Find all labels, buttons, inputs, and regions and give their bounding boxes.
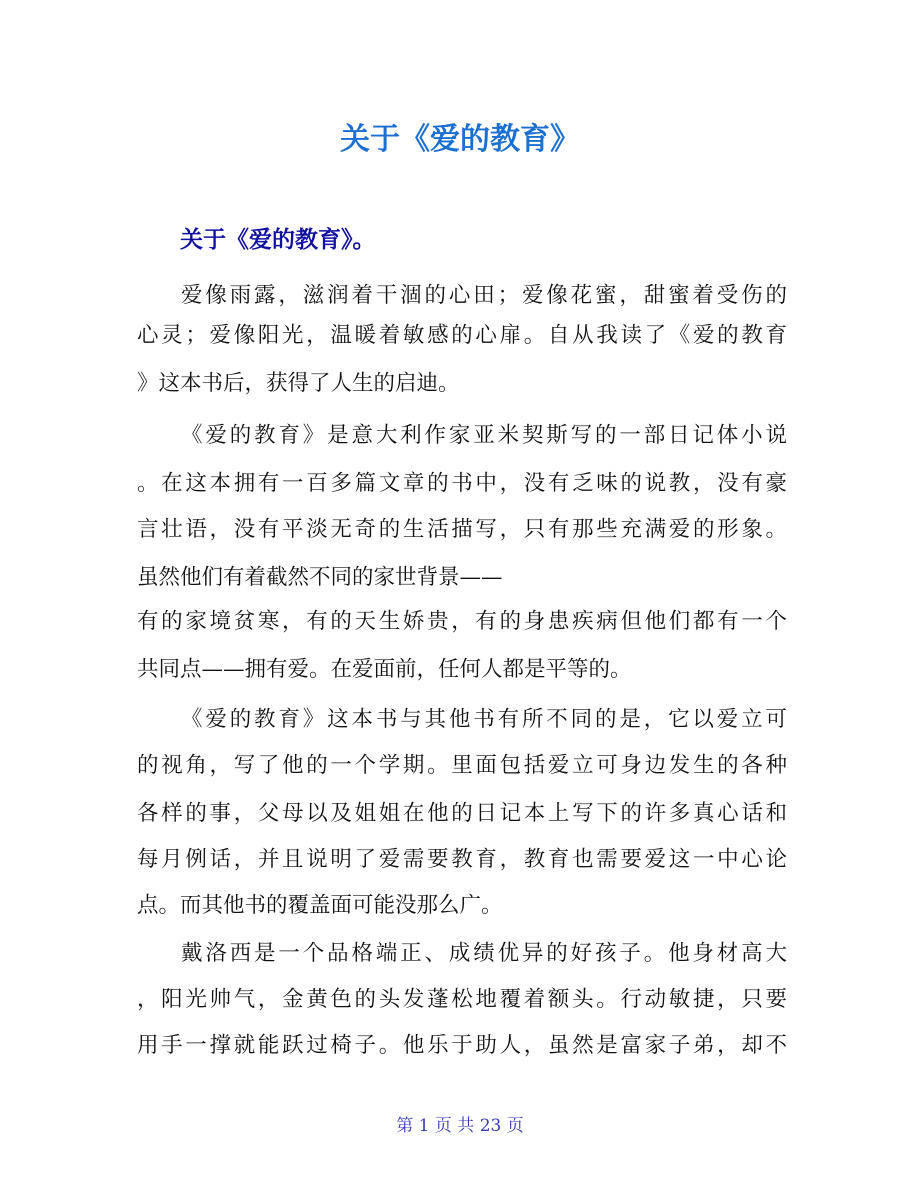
body-line: 各样的事，父母以及姐姐在他的日记本上写下的许多真心话和 [137,801,787,826]
document-subtitle: 关于《爱的教育》。 [180,227,376,253]
body-line: 有的家境贫寒，有的天生娇贵，有的身患疾病但他们都有一个 [137,609,787,634]
body-line: 爱像雨露，滋润着干涸的心田；爱像花蜜，甜蜜着受伤的 [181,283,787,308]
body-line: 共同点——拥有爱。在爱面前，任何人都是平等的。 [137,657,632,682]
body-line: 点。而其他书的覆盖面可能没那么广。 [137,893,503,918]
body-line: 言壮语，没有平淡无奇的生活描写，只有那些充满爱的形象。 [137,517,787,542]
body-line: 用手一撑就能跃过椅子。他乐于助人，虽然是富家子弟，却不 [137,1033,787,1058]
body-line: 虽然他们有着截然不同的家世背景—— [137,565,503,590]
body-line: 《爱的教育》这本书与其他书有所不同的是，它以爱立可 [181,707,787,732]
body-line: 》这本书后，获得了人生的启迪。 [137,371,460,396]
body-line: 。在这本拥有一百多篇文章的书中，没有乏味的说教，没有豪 [137,471,787,496]
body-line: 的视角，写了他的一个学期。里面包括爱立可身边发生的各种 [137,753,787,778]
body-line: 戴洛西是一个品格端正、成绩优异的好孩子。他身材高大 [181,941,787,966]
body-line: 心灵；爱像阳光，温暖着敏感的心扉。自从我读了《爱的教育 [137,323,787,348]
document-title: 关于《爱的教育》 [340,122,580,157]
body-line: 每月例话，并且说明了爱需要教育，教育也需要爱这一中心论 [137,847,787,872]
body-line: 《爱的教育》是意大利作家亚米契斯写的一部日记体小说 [181,423,787,448]
page-number-footer: 第 1 页 共 23 页 [396,1116,524,1136]
body-line: ，阳光帅气，金黄色的头发蓬松地覆着额头。行动敏捷，只要 [137,987,787,1012]
